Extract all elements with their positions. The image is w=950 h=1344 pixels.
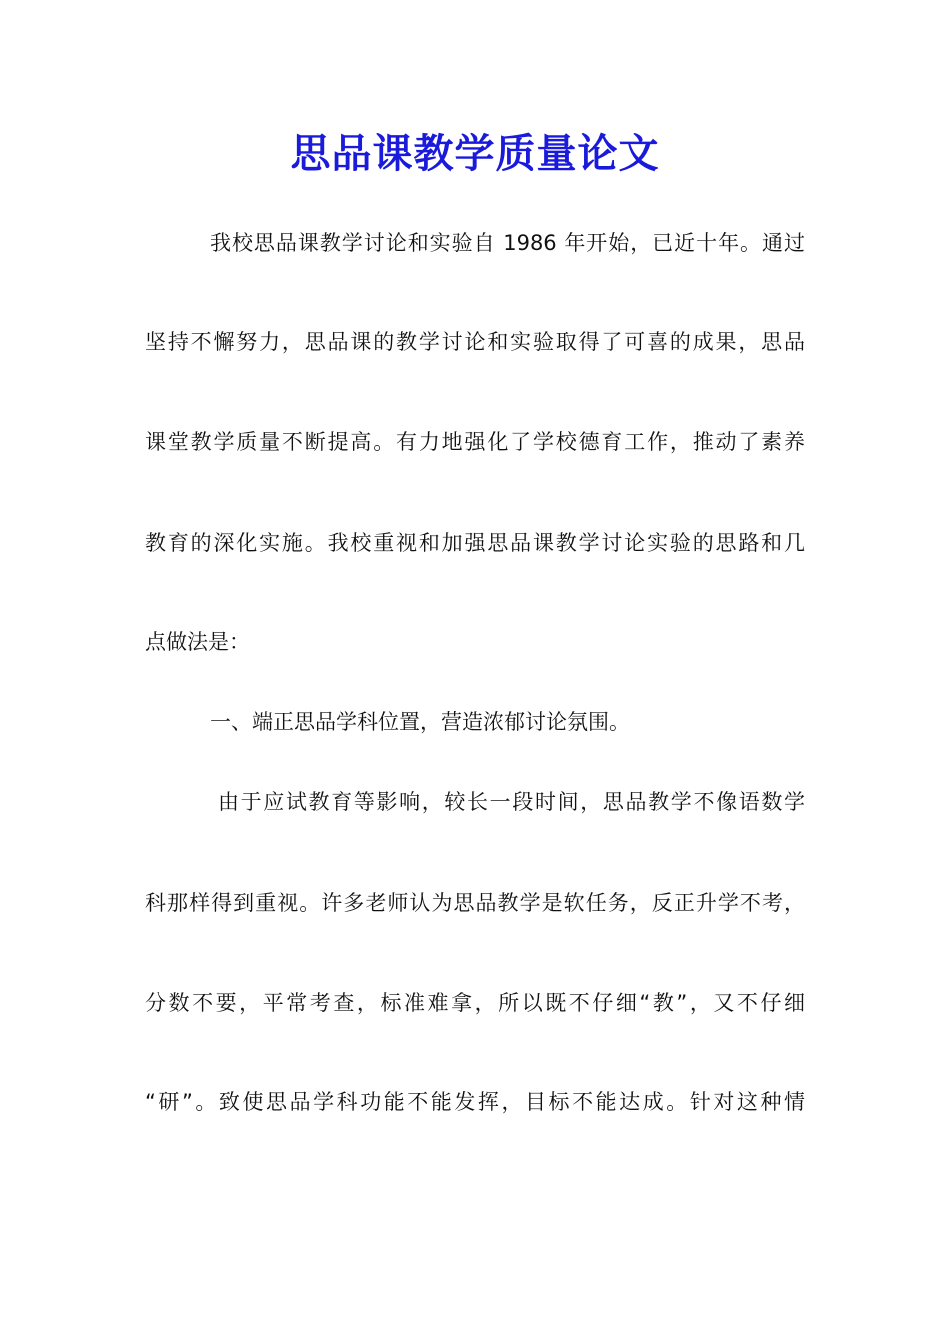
paragraph-line: 点做法是：: [145, 630, 250, 654]
section-heading: 一、端正思品学科位置，营造浓郁讨论氛围。: [210, 710, 630, 734]
paragraph-line: 分数不要，平常考查，标准难拿，所以既不仔细“教”，又不仔细: [145, 991, 805, 1015]
paragraph-line: 课堂教学质量不断提高。有力地强化了学校德育工作，推动了素养: [145, 430, 805, 454]
paragraph-line: 教育的深化实施。我校重视和加强思品课教学讨论实验的思路和几: [145, 531, 805, 555]
document-title: 思品课教学质量论文: [290, 130, 660, 177]
paragraph-line: 坚持不懈努力，思品课的教学讨论和实验取得了可喜的成果，思品: [145, 330, 805, 354]
paragraph-line: “研”。致使思品学科功能不能发挥，目标不能达成。针对这种情: [145, 1090, 805, 1114]
paragraph-line: 科那样得到重视。许多老师认为思品教学是软任务，反正升学不考，: [145, 891, 805, 915]
paragraph-line: 由于应试教育等影响，较长一段时间，思品教学不像语数学: [218, 790, 805, 814]
paragraph-line: 我校思品课教学讨论和实验自 1986 年开始，已近十年。通过: [210, 231, 805, 255]
